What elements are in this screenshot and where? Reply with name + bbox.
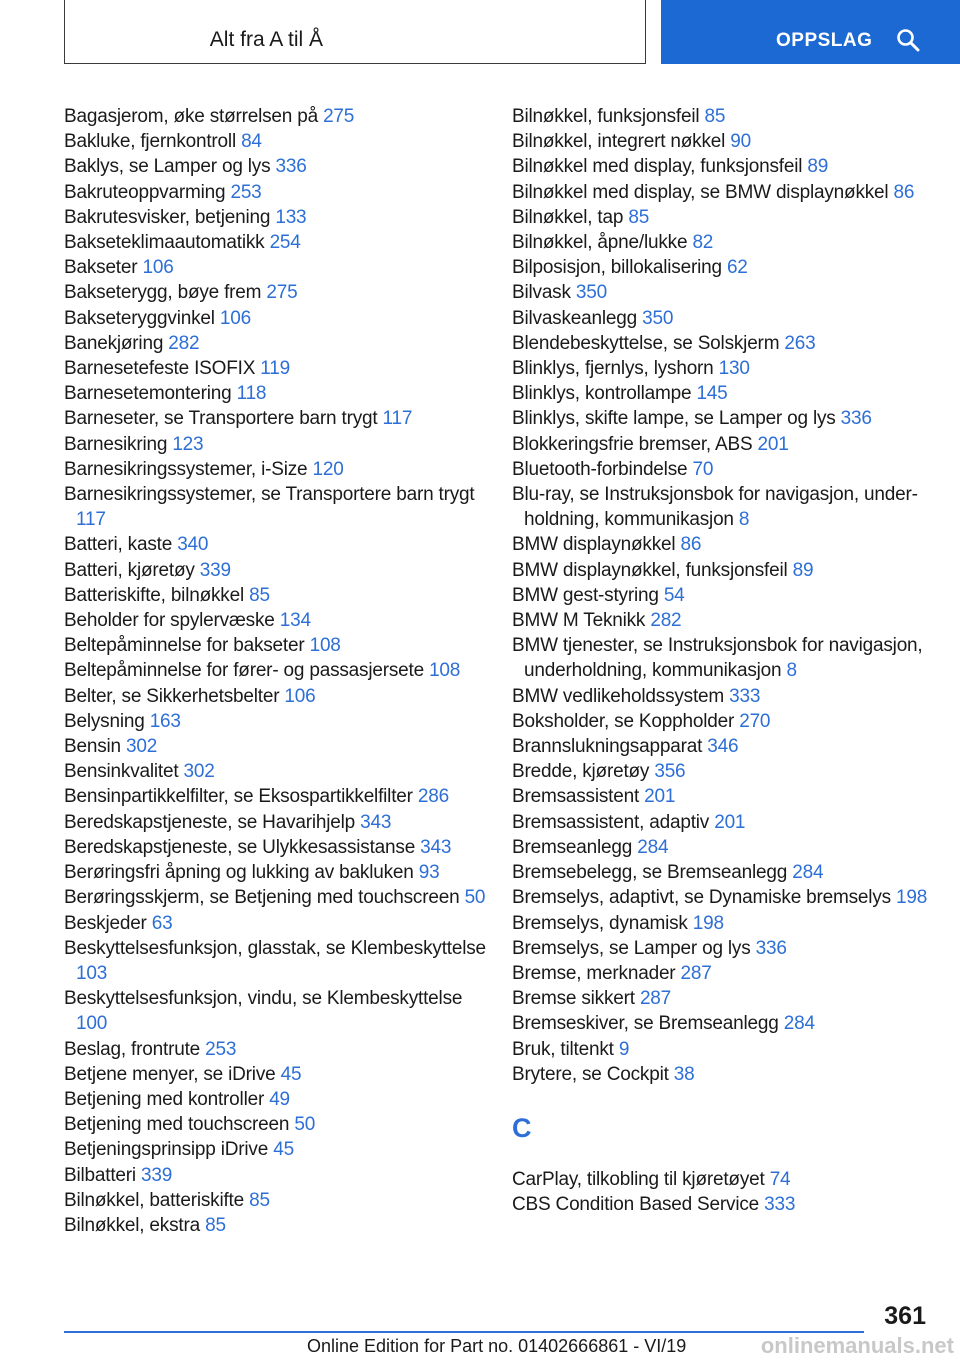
index-term: Bilnøkkel, åpne/lukke [512, 232, 688, 254]
page-link[interactable]: 253 [205, 1038, 237, 1060]
index-entry [64, 280, 494, 305]
index-entry [512, 810, 942, 835]
index-entry [64, 1163, 494, 1188]
index-entry [64, 180, 494, 205]
index-entry [64, 709, 494, 734]
index-term: Berøringsskjerm, se Betjening med touchscreen [64, 887, 460, 909]
index-entry [64, 734, 494, 759]
index-entry [64, 684, 494, 709]
page-link[interactable]: 198 [692, 912, 724, 934]
index-entry [64, 482, 494, 532]
page-link[interactable]: 343 [420, 836, 452, 858]
index-term: Bilnøkkel med display, funksjonsfeil [512, 156, 803, 178]
page-link[interactable]: 45 [280, 1063, 302, 1085]
page-link[interactable]: 282 [168, 332, 200, 354]
index-term: Bredde, kjøretøy [512, 761, 650, 783]
index-entry [512, 1011, 942, 1036]
index-term: Beredskapstjeneste, se Havarihjelp [64, 811, 356, 833]
index-term: Belter, se Sikkerhetsbelter [64, 685, 280, 707]
index-entry [512, 1192, 942, 1217]
page-link[interactable]: 287 [639, 988, 672, 1010]
index-term: Bilnøkkel, ekstra [64, 1214, 200, 1236]
index-term: BMW displaynøkkel [512, 534, 676, 556]
index-term: Belysning [64, 710, 145, 732]
index-term: Bilnøkkel, tap [512, 206, 624, 228]
index-term: Bilnøkkel, batteriskifte [64, 1189, 244, 1211]
index-term: Barnesikring [64, 433, 168, 455]
index-entry [64, 255, 494, 280]
page-link[interactable]: 282 [650, 610, 682, 632]
page-link[interactable]: 201 [757, 433, 789, 455]
page-link[interactable]: 117 [76, 509, 106, 531]
page-link[interactable]: 284 [792, 862, 824, 884]
page-link[interactable]: 333 [729, 685, 761, 707]
index-term: Blokkeringsfrie bremser, ABS [512, 433, 753, 455]
index-entry [512, 986, 942, 1011]
index-term: BMW vedlikeholdssystem [512, 685, 725, 707]
page-link[interactable]: 333 [764, 1194, 796, 1216]
index-entry [512, 936, 942, 961]
index-entry [64, 784, 494, 809]
index-term: Bremselys, dynamisk [512, 912, 688, 934]
page-link[interactable]: 134 [279, 610, 311, 632]
index-entry [512, 381, 942, 406]
page-link[interactable]: 254 [269, 232, 301, 254]
index-term: Betjening med touchscreen [64, 1114, 290, 1136]
index-entry [64, 230, 494, 255]
page-link[interactable]: 84 [241, 131, 262, 153]
index-term: Beslag, frontrute [64, 1038, 201, 1060]
page-link[interactable]: 86 [893, 181, 915, 203]
index-term: CarPlay, tilkobling til kjøretøyet [512, 1168, 765, 1190]
index-entry [512, 885, 942, 910]
index-entry [64, 986, 494, 1036]
page-link[interactable]: 50 [464, 887, 486, 909]
index-entry [64, 558, 494, 583]
index-term: Bakseteryggvinkel [64, 307, 215, 329]
header-section-box [64, 0, 646, 64]
index-entry [512, 1167, 942, 1192]
index-entry [64, 885, 494, 910]
index-term: Bilbatteri [64, 1164, 136, 1186]
index-term: Bremseskiver, se Bremseanlegg [512, 1013, 779, 1035]
index-term: Bensinkvalitet [64, 761, 179, 783]
index-entry [512, 860, 942, 885]
index-entry [512, 180, 942, 205]
page-number: 361 [884, 1302, 926, 1330]
index-entry [64, 205, 494, 230]
search-icon[interactable] [896, 28, 920, 52]
index-entry [512, 280, 942, 305]
index-term: Bensin [64, 736, 121, 758]
page-link[interactable]: 284 [783, 1013, 815, 1035]
page-link[interactable]: 45 [273, 1139, 294, 1161]
index-entry [64, 154, 494, 179]
index-entry [64, 1188, 494, 1213]
index-term: Bakluke, fjernkontroll [64, 131, 236, 153]
index-term: Barnesetefeste ISOFIX [64, 358, 256, 380]
index-entry [64, 381, 494, 406]
page-link[interactable]: 9 [618, 1038, 630, 1060]
index-term: Beltepåminnelse for bakseter [64, 635, 305, 657]
page-link[interactable]: 286 [417, 786, 449, 808]
index-term: BMW M Teknikk [512, 610, 646, 632]
index-entry [64, 356, 494, 381]
index-term: Bilnøkkel, funksjonsfeil [512, 106, 700, 127]
page-link[interactable]: 63 [151, 912, 173, 934]
index-entry [64, 608, 494, 633]
index-term: Betjening med kontroller [64, 1088, 265, 1110]
index-entry [64, 583, 494, 608]
index-term: Blinklys, kontrollampe [512, 383, 692, 405]
lookup-tab[interactable] [661, 0, 960, 64]
page-link[interactable]: 103 [76, 962, 108, 984]
letter-heading-c: C [512, 1112, 532, 1143]
index-entry [64, 104, 494, 129]
index-entry [512, 1062, 942, 1087]
page-link[interactable]: 275 [323, 106, 355, 127]
index-entry [64, 1087, 494, 1112]
index-term: Baklys, se Lamper og lys [64, 156, 271, 178]
page-link[interactable]: 336 [840, 408, 872, 430]
page-link[interactable]: 93 [418, 862, 440, 884]
index-term: Barnesetemontering [64, 383, 232, 405]
index-term: Bruk, tiltenkt [512, 1038, 614, 1060]
index-entry [512, 835, 942, 860]
index-term: Barnesikringssystemer, i-Size [64, 458, 308, 480]
index-entry [512, 356, 942, 381]
page-link[interactable]: 106 [142, 257, 174, 279]
page-link[interactable]: 85 [628, 206, 650, 228]
watermark: onlinemanuals.net [760, 1333, 954, 1358]
index-entry [64, 406, 494, 431]
index-term: Blu-ray, se Instruksjonsbok for navigasjon, underholdning, kommunikasjon [512, 484, 918, 531]
index-term: Betjeningsprinsipp iDrive [64, 1139, 269, 1161]
index-entry [64, 457, 494, 482]
index-term: Bakruteoppvarming [64, 181, 226, 203]
index-term: Bakseteklimaautomatikk [64, 232, 265, 254]
index-term: Barnesikringssystemer, se Transportere barn trygt [64, 484, 475, 506]
page-link[interactable]: 117 [382, 408, 413, 430]
index-entry [512, 306, 942, 331]
index-term: BMW tjenester, se Instruksjonsbok for navigasjon, underholdning, kommunikasjon [512, 635, 923, 682]
index-term: Batteriskifte, bilnøkkel [64, 584, 244, 606]
index-term: Bakseterygg, bøye frem [64, 282, 262, 304]
index-term: Beskjeder [64, 912, 147, 934]
page-link[interactable]: 350 [575, 282, 607, 304]
index-entry [64, 1112, 494, 1137]
index-entry [512, 1037, 942, 1062]
index-entry [64, 1037, 494, 1062]
index-term: Boksholder, se Koppholder [512, 710, 735, 732]
index-entry [512, 684, 942, 709]
page-link[interactable]: 89 [807, 156, 829, 178]
index-list-c [512, 1167, 942, 1217]
index-term: Bakrutesvisker, betjening [64, 206, 271, 228]
page-link[interactable]: 85 [704, 106, 726, 127]
page-link[interactable]: 263 [784, 332, 816, 354]
page-link[interactable]: 302 [183, 761, 215, 783]
page-link[interactable]: 130 [718, 358, 750, 380]
index-entry [512, 784, 942, 809]
page-link[interactable]: 275 [266, 282, 298, 304]
index-entry [64, 633, 494, 658]
index-entry [64, 129, 494, 154]
index-entry [512, 406, 942, 431]
index-term: Bilvask [512, 282, 571, 304]
edition-text: Online Edition for Part no. 01402666861 - VI/19 [307, 1336, 687, 1356]
page-link[interactable]: 119 [260, 358, 290, 380]
index-term: Berøringsfri åpning og lukking av bakluken [64, 862, 414, 884]
page-link[interactable]: 82 [692, 232, 714, 254]
page-link[interactable]: 90 [730, 131, 752, 153]
index-entry [512, 331, 942, 356]
index-entry [512, 558, 942, 583]
index-term: Bremselys, adaptivt, se Dynamiske bremselys [512, 887, 891, 909]
index-entry [512, 129, 942, 154]
page-link[interactable]: 336 [275, 156, 307, 178]
index-term: Banekjøring [64, 332, 164, 354]
page-link[interactable]: 86 [680, 534, 702, 556]
page-link[interactable]: 302 [126, 736, 158, 758]
index-entry [512, 230, 942, 255]
page-link[interactable]: 106 [219, 307, 251, 329]
page-link[interactable]: 198 [896, 887, 928, 909]
index-term: Betjene menyer, se iDrive [64, 1063, 276, 1085]
page-link[interactable]: 70 [692, 458, 714, 480]
lookup-tab-label: OPPSLAG [776, 30, 873, 51]
index-term: Bremsassistent, adaptiv [512, 811, 710, 833]
index-entry [512, 734, 942, 759]
section-title: Alt fra A til Å [209, 28, 323, 51]
index-entry [64, 1213, 494, 1238]
index-term: Brannslukningsapparat [512, 736, 703, 758]
page-link[interactable]: 108 [309, 635, 341, 657]
page-link[interactable]: 49 [269, 1088, 290, 1110]
page-link[interactable]: 8 [786, 660, 797, 682]
page-link[interactable]: 340 [177, 534, 209, 556]
index-entry [512, 633, 942, 683]
page-link[interactable]: 133 [275, 206, 307, 228]
index-list-right [512, 104, 942, 1087]
index-entry [512, 532, 942, 557]
page-link[interactable]: 123 [172, 433, 204, 455]
page-link[interactable]: 100 [76, 1013, 108, 1035]
index-term: Blinklys, skifte lampe, se Lamper og lys [512, 408, 836, 430]
page-link[interactable]: 85 [249, 584, 270, 606]
page-link[interactable]: 163 [149, 710, 181, 732]
page-link[interactable]: 284 [637, 836, 669, 858]
index-term: Bilnøkkel med display, se BMW displaynøkkel [512, 181, 889, 203]
index-entry [64, 759, 494, 784]
page-link[interactable]: 74 [769, 1168, 791, 1190]
page-link[interactable]: 287 [680, 962, 712, 984]
index-term: Bagasjerom, øke størrelsen på [64, 106, 318, 127]
index-entry [512, 255, 942, 280]
page-link[interactable]: 38 [673, 1063, 695, 1085]
page-link[interactable]: 118 [236, 383, 267, 405]
index-entry [64, 936, 494, 986]
index-entry [64, 911, 494, 936]
page-link[interactable]: 201 [714, 811, 746, 833]
index-term: Beredskapstjeneste, se Ulykkesassistanse [64, 836, 416, 858]
index-entry [64, 306, 494, 331]
index-term: Beltepåminnelse for fører- og passasjersete [64, 660, 424, 682]
page-link[interactable]: 85 [249, 1189, 270, 1211]
index-term: BMW displaynøkkel, funksjonsfeil [512, 559, 788, 581]
index-entry [512, 583, 942, 608]
index-entry [64, 1062, 494, 1087]
page-link[interactable]: 201 [644, 786, 676, 808]
index-column-left [64, 104, 494, 1238]
index-entry [512, 709, 942, 734]
page-link[interactable]: 106 [284, 685, 316, 707]
index-entry [512, 911, 942, 936]
index-term: BMW gest-styring [512, 584, 659, 606]
page-link[interactable]: 270 [739, 710, 771, 732]
index-term: Bluetooth-forbindelse [512, 458, 688, 480]
index-term: Bremseanlegg [512, 836, 633, 858]
index-term: CBS Condition Based Service [512, 1194, 760, 1216]
index-entry [64, 432, 494, 457]
index-term: Bremsebelegg, se Bremseanlegg [512, 862, 788, 884]
index-entry [64, 860, 494, 885]
page-link[interactable]: 108 [429, 660, 461, 682]
index-column-right [512, 104, 942, 1217]
index-entry [64, 532, 494, 557]
page-link[interactable]: 253 [230, 181, 262, 203]
page-link[interactable]: 54 [663, 584, 685, 606]
index-term: Bilnøkkel, integrert nøkkel [512, 131, 726, 153]
page-link[interactable]: 50 [294, 1114, 316, 1136]
page-link[interactable]: 85 [205, 1214, 226, 1236]
index-term: Bakseter [64, 257, 138, 279]
index-term: Batteri, kaste [64, 534, 173, 556]
index-entry [512, 457, 942, 482]
index-term: Bremselys, se Lamper og lys [512, 937, 751, 959]
index-entry [64, 835, 494, 860]
index-term: Bilposisjon, billokalisering [512, 257, 722, 279]
index-term: Bremse sikkert [512, 988, 635, 1010]
page-link[interactable]: 339 [141, 1164, 173, 1186]
index-entry [512, 432, 942, 457]
index-entry [512, 759, 942, 784]
index-term: Batteri, kjøretøy [64, 559, 195, 581]
index-term: Bensinpartikkelfilter, se Eksospartikkelfilter [64, 786, 413, 808]
page-link[interactable]: 339 [199, 559, 231, 581]
page-link[interactable]: 343 [360, 811, 392, 833]
footer-divider [64, 1331, 864, 1333]
index-term: Beholder for spylervæske [64, 610, 275, 632]
index-entry [512, 961, 942, 986]
index-term: Barneseter, se Transportere barn trygt [64, 408, 378, 430]
index-term: Brytere, se Cockpit [512, 1063, 669, 1085]
page-link[interactable]: 356 [654, 761, 686, 783]
index-term: Bremsassistent [512, 786, 640, 808]
page-link[interactable]: 120 [312, 458, 344, 480]
index-entry [512, 154, 942, 179]
index-entry [512, 205, 942, 230]
index-entry [512, 104, 942, 129]
index-entry [64, 331, 494, 356]
index-term: Beskyttelsesfunksjon, vindu, se Klembeskyttelse [64, 988, 463, 1010]
page-link[interactable]: 8 [738, 509, 750, 531]
page-link[interactable]: 62 [726, 257, 748, 279]
index-entry [64, 1137, 494, 1162]
page-link[interactable]: 336 [755, 937, 787, 959]
page-link[interactable]: 89 [792, 559, 814, 581]
index-term: Blinklys, fjernlys, lyshorn [512, 358, 714, 380]
index-entry [64, 658, 494, 683]
index-term: Blendebeskyttelse, se Solskjerm [512, 332, 780, 354]
page-link[interactable]: 350 [642, 307, 674, 329]
page-link[interactable]: 346 [707, 736, 739, 758]
page-link[interactable]: 145 [696, 383, 728, 405]
index-entry [64, 810, 494, 835]
index-term: Beskyttelsesfunksjon, glasstak, se Klembeskyttelse [64, 937, 486, 959]
index-entry [512, 482, 942, 532]
index-entry [512, 608, 942, 633]
index-term: Bilvaskeanlegg [512, 307, 638, 329]
index-term: Bremse, merknader [512, 962, 676, 984]
